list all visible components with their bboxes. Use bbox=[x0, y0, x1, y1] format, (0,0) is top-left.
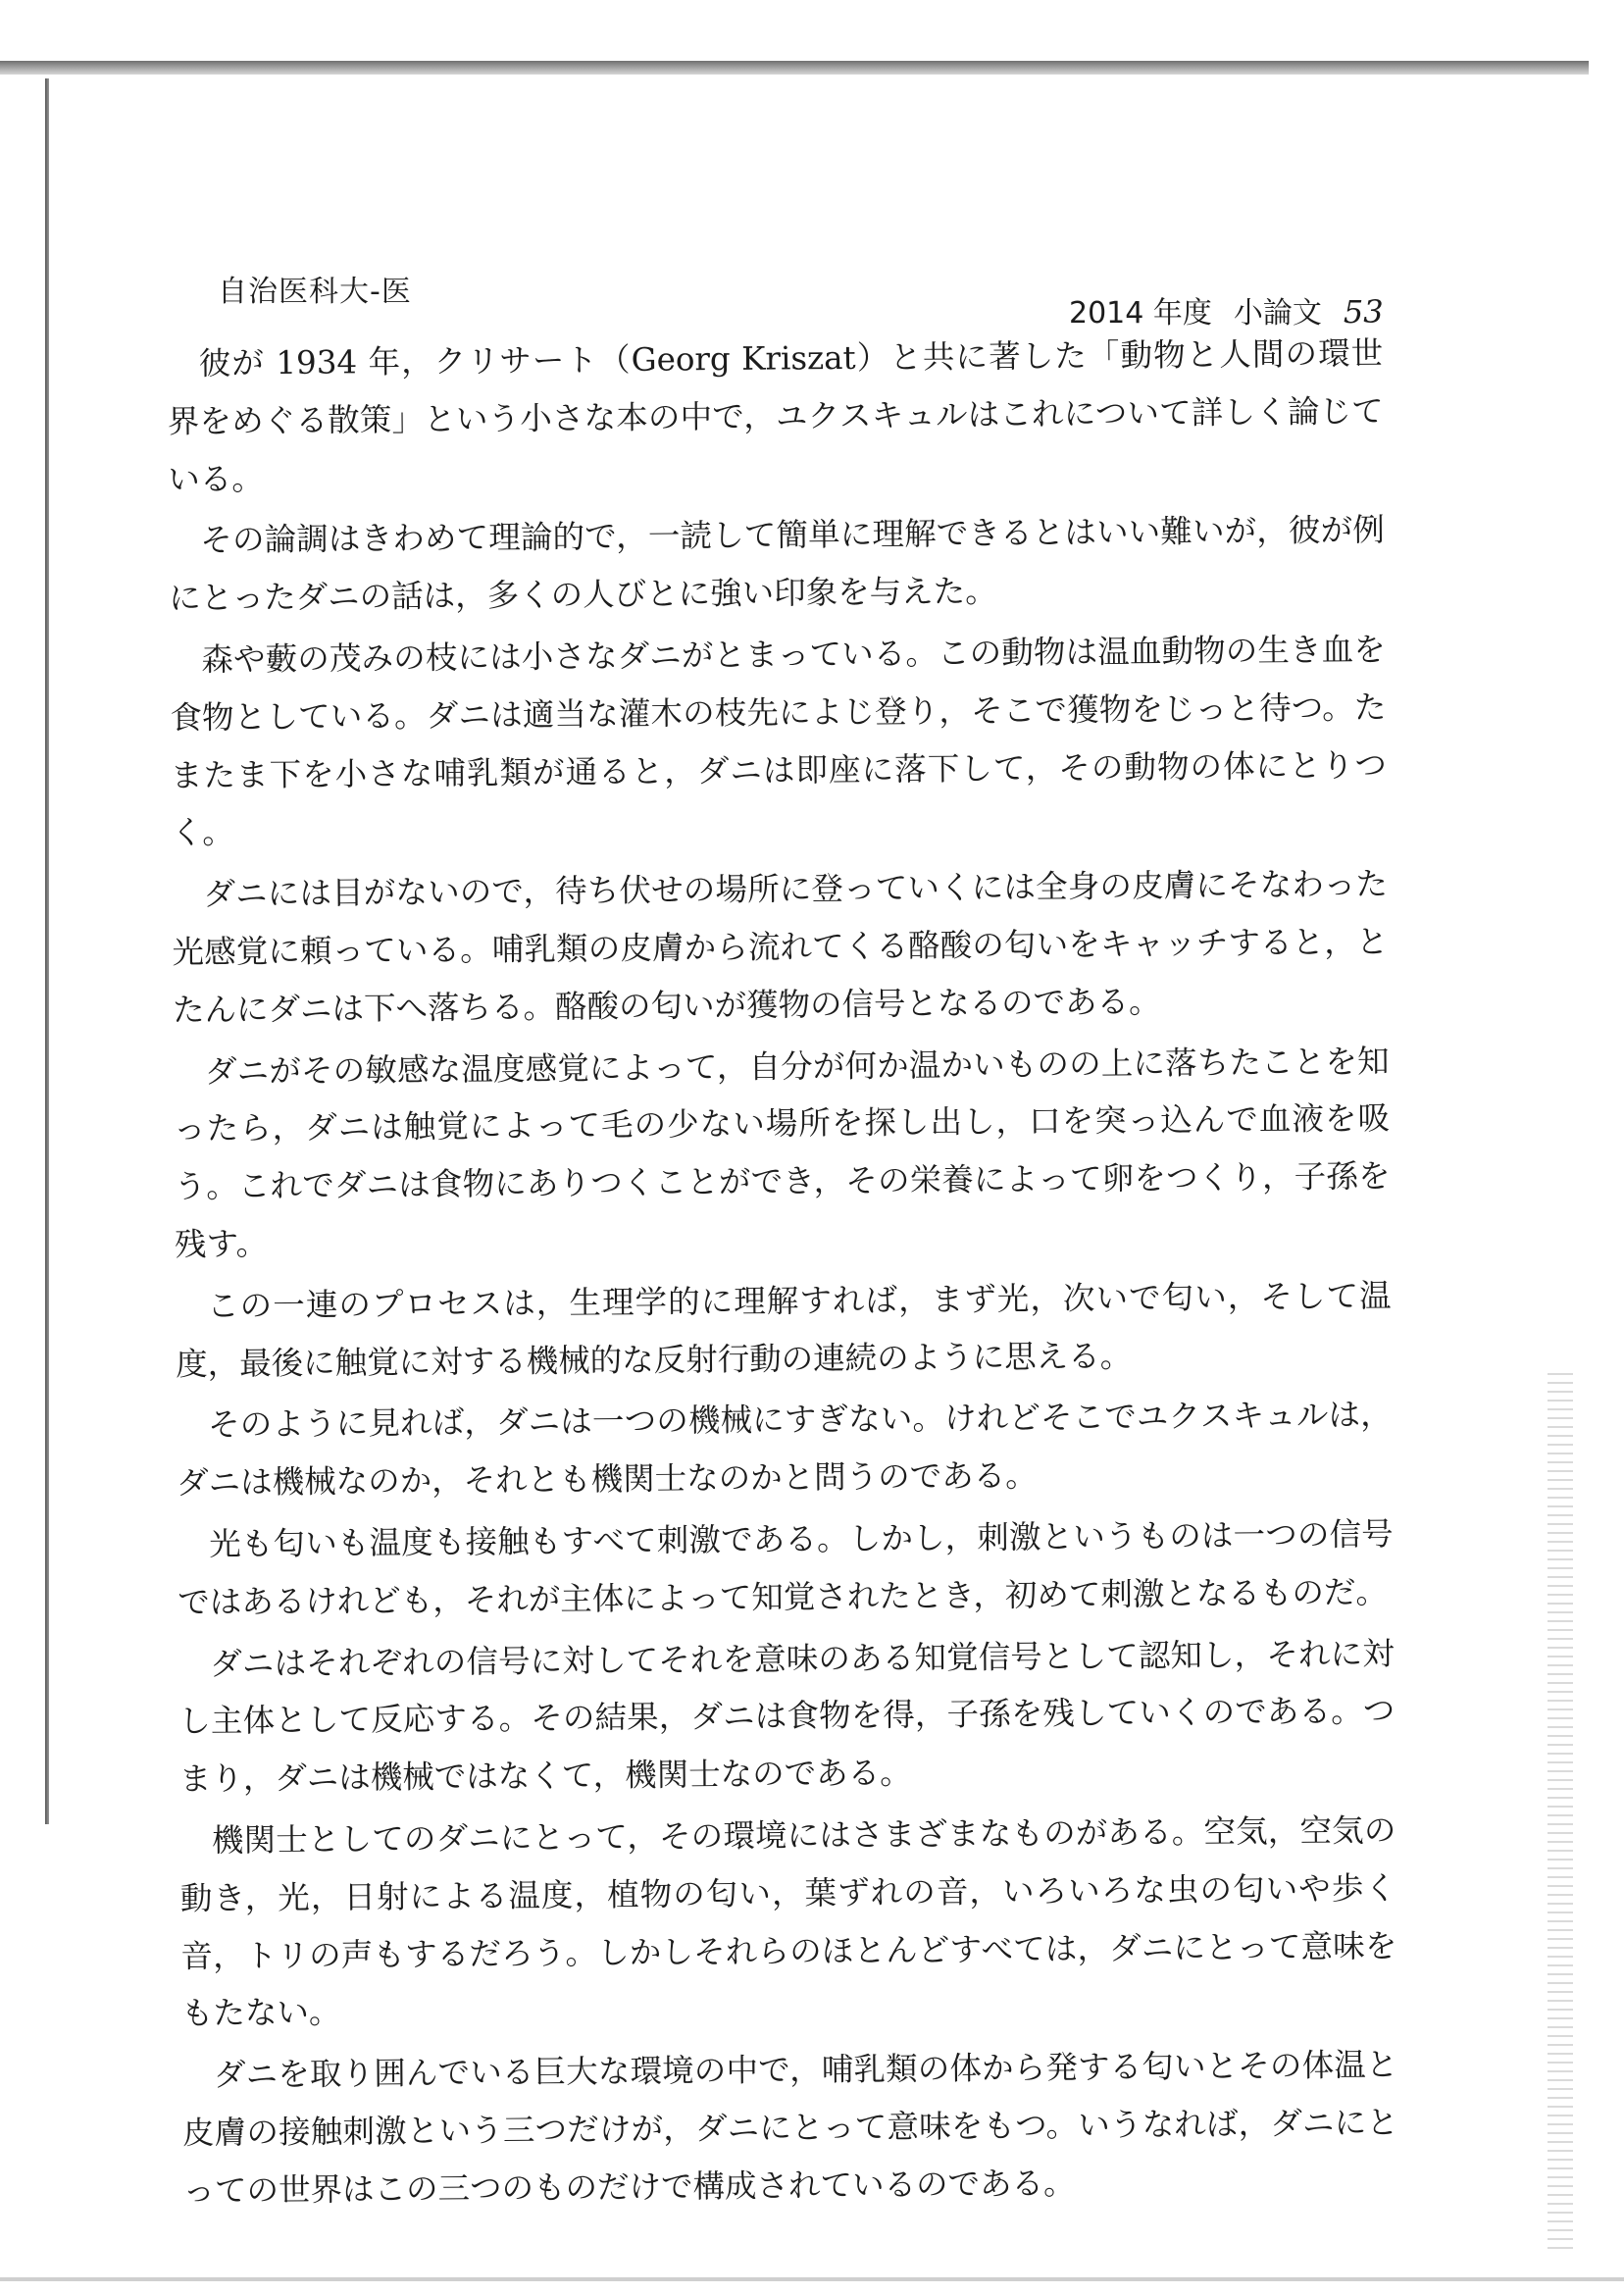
paragraph: ダニがその敏感な温度感覚によって，自分が何か温かいものの上に落ちたことを知ったら，ダニは触覚によって毛の少ない場所を探し出し，口を突っ込んで血液を吸う。これでダニは食物にありつくことができ，その栄養によって卵をつくり，子孫を残す。 bbox=[173, 1042, 1391, 1263]
paragraph: 森や藪の茂みの枝には小さなダニがとまっている。この動物は温血動物の生き血を食物としている。ダニは適当な灌木の枝先によじ登り，そこで獲物をじっと待つ。たまたま下を小さな哺乳類が通ると，ダニは即座に落下して，その動物の体にとりつく。 bbox=[170, 631, 1388, 852]
header-year: 2014 年度 bbox=[1069, 296, 1212, 331]
paragraph: ダニはそれぞれの信号に対してそれを意味のある知覚信号として認知し，それに対し主体として反応する。その結果，ダニは食物を得，子孫を残していくのである。つまり，ダニは機械ではなくて，機関士なのである。 bbox=[178, 1634, 1396, 1799]
paragraph: ダニを取り囲んでいる巨大な環境の中で，哺乳類の体から発する匂いとその体温と皮膚の接触刺激という三つだけが，ダニにとって意味をもつ。いうなれば，ダニにとっての世界はこの三つのものだけで構成されているのである。 bbox=[181, 2046, 1399, 2210]
scan-right-edge-noise bbox=[1548, 1373, 1573, 2256]
page-number: 53 bbox=[1343, 293, 1384, 331]
paragraph: 光も匂いも温度も接触もすべて刺激である。しかし，刺激というものは一つの信号ではあるけれども，それが主体によって知覚されたとき，初めて刺激となるものだ。 bbox=[178, 1515, 1394, 1621]
paragraph: その論調はきわめて理論的で，一読して簡単に理解できるとはいい難いが，彼が例にとったダニの話は，多くの人びとに強い印象を与えた。 bbox=[169, 511, 1385, 618]
scan-top-edge bbox=[0, 61, 1589, 75]
paragraph: ダニには目がないので，待ち伏せの場所に登っていくには全身の皮膚にそなわった光感覚に頼っている。哺乳類の皮膚から流れてくる酪酸の匂いをキャッチすると，とたんにダニは下へ落ちる。酪酸の匂いが獲物の信号となるのである。 bbox=[172, 865, 1389, 1029]
source-label: 自治医科大-医 bbox=[218, 275, 412, 309]
paragraph: この一連のプロセスは，生理学的に理解すれば，まず光，次いで匂い，そして温度，最後に触覚に対する機械的な反射行動の連続のように思える。 bbox=[175, 1276, 1392, 1383]
body-text bbox=[167, 325, 1399, 2219]
paragraph: 機関士としてのダニにとって，その環境にはさまざまなものがある。空気，空気の動き，光，日射による温度，植物の匂い，葉ずれの音，いろいろな虫の匂いや歩く音，トリの声もするだろう。しかしそれらのほとんどすべては，ダニにとって意味をもたない。 bbox=[179, 1811, 1397, 2033]
scan-bottom-edge bbox=[0, 2277, 1624, 2281]
scan-left-edge bbox=[45, 78, 49, 1824]
paragraph: 彼が 1934 年，クリサート（Georg Kriszat）と共に著した「動物と人間の環世界をめぐる散策」という小さな本の中で，ユクスキュルはこれについて詳しく論じている。 bbox=[167, 334, 1384, 498]
paragraph: そのように見れば，ダニは一つの機械にすぎない。けれどそこでユクスキュルは，ダニは機械なのか，それとも機関士なのかと問うのである。 bbox=[177, 1396, 1393, 1503]
header-subject: 小論文 bbox=[1233, 296, 1322, 331]
